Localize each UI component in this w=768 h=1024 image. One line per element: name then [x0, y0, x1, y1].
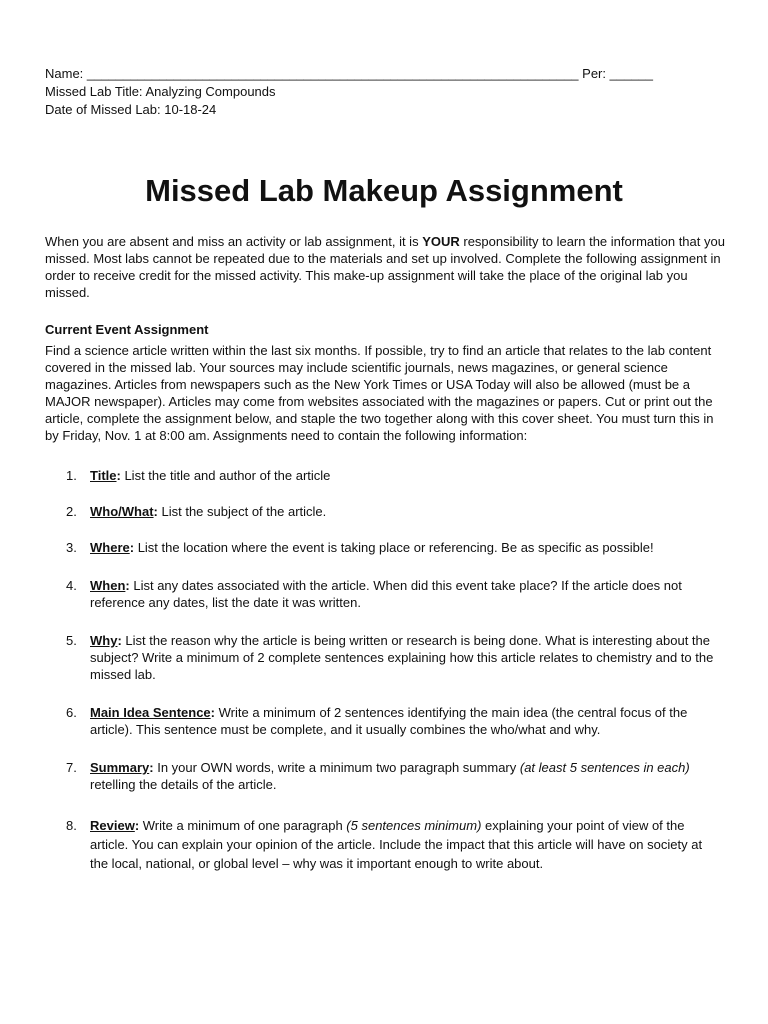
item-label: Summary	[90, 760, 150, 775]
intro-text-end: responsibility to learn the information that you missed. Most labs cannot be repeated due to the materials and set up involved. Complete the following assignment in order to receive credit for the missed activity. This make-up assignment will take the place of the original lab you missed.	[45, 234, 725, 300]
intro-paragraph	[45, 233, 725, 301]
intro-emphasis: YOUR	[422, 234, 460, 249]
header-block	[45, 65, 725, 119]
item-text: Write a minimum of 2 sentences identifying the main idea (the central focus of the article). This sentence must be complete, and it usually combines the who/what and why.	[90, 705, 688, 737]
list-item-title: 1. Title: List the title and author of the article	[66, 468, 331, 483]
item-text-continued: explaining your point of view of the article. You can explain your opinion of the article. Include the impact that this article will have on society at the local, national, or global level – why was it important enough to write about.	[90, 818, 703, 871]
list-number: 6.	[66, 705, 77, 720]
item-text: Write a minimum of one paragraph	[139, 818, 347, 833]
item-label: Review	[90, 818, 135, 833]
list-number: 4.	[66, 578, 77, 593]
list-number: 8.	[66, 818, 77, 833]
item-text: List the reason why the article is being written or research is being done. What is interesting about the subject? Write a minimum of 2 complete sentences explaining how this article relates to chemistry and to the missed lab.	[90, 633, 714, 682]
section-heading: Current Event Assignment	[45, 322, 209, 337]
list-item-review: 8. Review: Write a minimum of one paragraph (5 sentences minimum) explaining your point of view of the article. You can explain your opinion of the article. Include the impact that this article will have on society at the local, national, or global level – why was it important enough to write about.	[66, 818, 703, 871]
name-period-line: Name: ____________________________________________________________________ Per: ______	[45, 66, 653, 81]
list-item-main-idea: 6. Main Idea Sentence: Write a minimum of 2 sentences identifying the main idea (the central focus of the article). This sentence must be complete, and it usually combines the who/what and why.	[66, 705, 688, 737]
intro-text-start: When you are absent and miss an activity or lab assignment, it is	[45, 234, 423, 249]
list-number: 2.	[66, 504, 77, 519]
item-label: When	[90, 578, 126, 593]
page-title: Missed Lab Makeup Assignment	[145, 173, 623, 208]
item-italic-note: (at least 5 sentences in each)	[519, 760, 690, 775]
item-text: List the subject of the article.	[157, 504, 327, 519]
list-number: 5.	[66, 633, 77, 648]
list-item-when: 4. When: List any dates associated with the article. When did this event take place? If the article does not reference any dates, list the date it was written.	[66, 578, 682, 610]
list-item-summary: 7. Summary: In your OWN words, write a minimum two paragraph summary (at least 5 sentences in each) retelling the details of the article.	[66, 760, 690, 792]
item-label: Where	[90, 540, 130, 555]
list-number: 7.	[66, 760, 77, 775]
item-text: List the location where the event is taking place or referencing. Be as specific as possible!	[134, 540, 654, 555]
list-item-who-what: 2. Who/What: List the subject of the article.	[66, 504, 327, 519]
item-text: List any dates associated with the article. When did this event take place? If the article does not reference any dates, list the date it was written.	[90, 578, 682, 610]
item-text-continued: retelling the details of the article.	[90, 777, 277, 792]
section-body: Find a science article written within the last six months. If possible, try to find an article that relates to the lab content covered in the missed lab. Your sources may include scientific journals, news magazines, or general science magazines. Articles from newspapers such as the New York Times or USA Today will also be allowed (must be a MAJOR newspaper). Articles may come from websites associated with the magazines or papers. Cut or print out the article, complete the assignment below, and staple the two together along with this cover sheet. You must turn this in by Friday, Nov. 1 at 8:00 am. Assignments need to contain the following information:	[45, 343, 714, 443]
item-label: Why	[90, 633, 118, 648]
item-label: Title	[90, 468, 117, 483]
list-number: 3.	[66, 540, 77, 555]
item-text: List the title and author of the article	[120, 468, 331, 483]
list-item-why: 5. Why: List the reason why the article is being written or research is being done. What is interesting about the subject? Write a minimum of 2 complete sentences explaining how this article relates to chemistry and to the missed lab.	[66, 633, 714, 682]
item-italic-note: (5 sentences minimum)	[346, 818, 482, 833]
missed-lab-date: Date of Missed Lab: 10-18-24	[45, 102, 217, 117]
item-label: Who/What	[90, 504, 154, 519]
item-label: Main Idea Sentence	[90, 705, 211, 720]
item-text: In your OWN words, write a minimum two paragraph summary	[153, 760, 520, 775]
missed-lab-title: Missed Lab Title: Analyzing Compounds	[45, 84, 276, 99]
list-number: 1.	[66, 468, 77, 483]
list-item-where: 3. Where: List the location where the event is taking place or referencing. Be as specific as possible!	[66, 540, 654, 555]
